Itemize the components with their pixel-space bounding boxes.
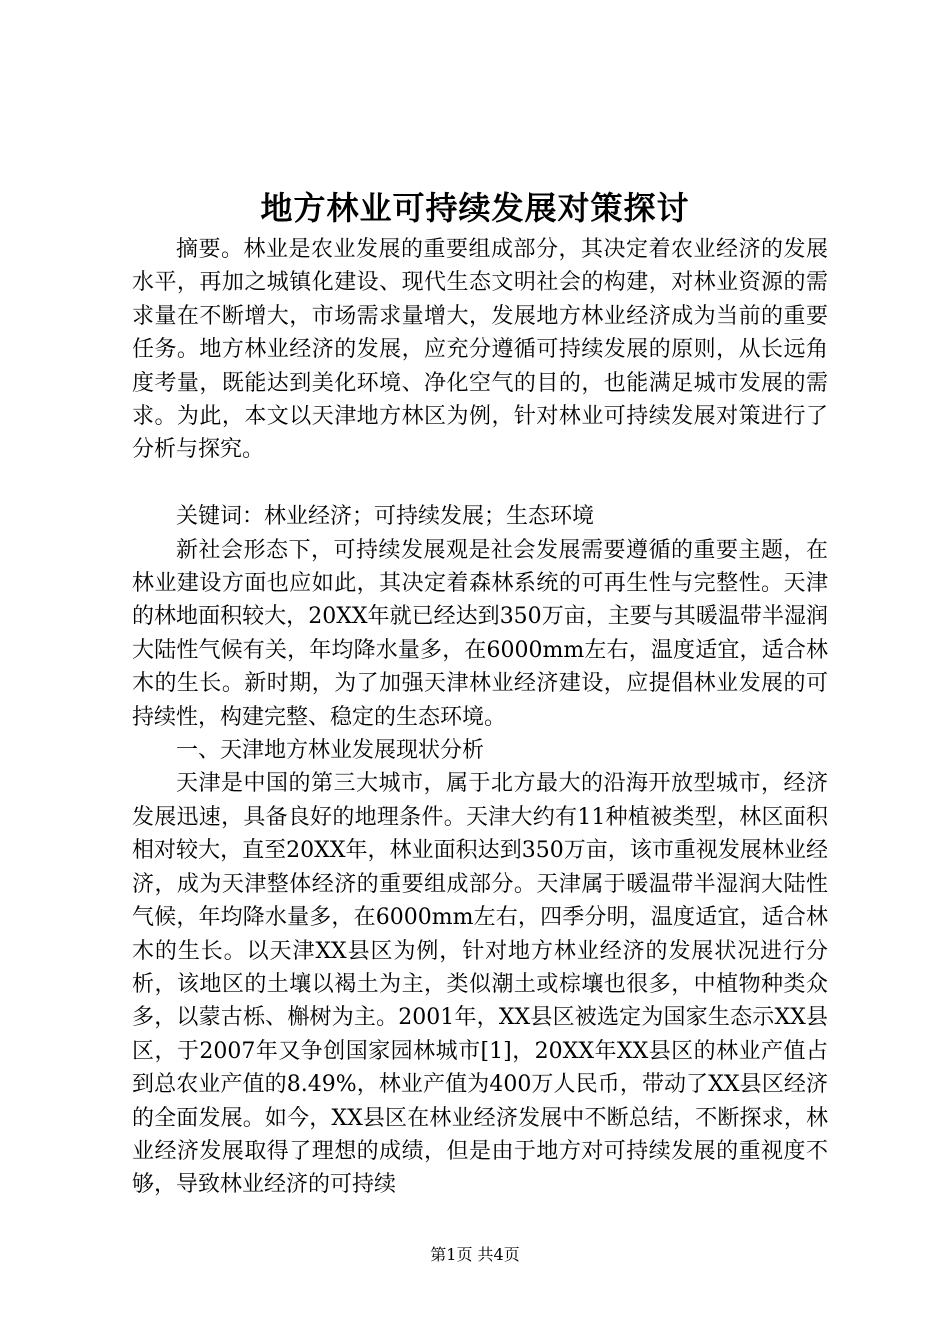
keywords-paragraph: 关键词：林业经济；可持续发展；生态环境 bbox=[176, 504, 595, 530]
document-title: 地方林业可持续发展对策探讨 bbox=[260, 189, 690, 227]
document-body bbox=[132, 233, 828, 1202]
abstract-paragraph: 摘要。林业是农业发展的重要组成部分，其决定着农业经济的发展水平，再加之城镇化建设、现代生态文明社会的构建，对林业资源的需求量在不断增大，市场需求量增大，发展地方林业经济成为当前的重要任务。地方林业经济的发展，应充分遵循可持续发展的原则，从长远角度考量，既能达到美化环境、净化空气的目的，也能满足城市发展的需求。为此，本文以天津地方林区为例，针对林业可持续发展对策进行了分析与探究。 bbox=[132, 237, 828, 463]
section-heading: 一、天津地方林业发展现状分析 bbox=[176, 738, 485, 764]
page-footer: 第1页 共4页 bbox=[430, 1245, 520, 1264]
intro-paragraph: 新社会形态下，可持续发展观是社会发展需要遵循的重要主题，在林业建设方面也应如此，其决定着森林系统的可再生性与完整性。天津的林地面积较大，20XX年就已经达到350万亩，主要与其暖温带半湿润大陆性气候有关，年均降水量多，在6000mm左右，温度适宜，适合林木的生长。新时期，为了加强天津林业经济建设，应提倡林业发展的可持续性，构建完整、稳定的生态环境。 bbox=[132, 537, 828, 730]
section-body-paragraph: 天津是中国的第三大城市，属于北方最大的沿海开放型城市，经济发展迅速，具备良好的地理条件。天津大约有11种植被类型，林区面积相对较大，直至20XX年，林业面积达到350万亩，该市重视发展林业经济，成为天津整体经济的重要组成部分。天津属于暖温带半湿润大陆性气候，年均降水量多，在6000mm左右，四季分明，温度适宜，适合林木的生长。以天津XX县区为例，针对地方林业经济的发展状况进行分析，该地区的土壤以褐土为主，类似潮土或棕壤也很多，中植物种类众多，以蒙古栎、槲树为主。2001年，XX县区被选定为国家生态示XX县区，于2007年又争创国家园林城市[1]，20XX年XX县区的林业产值占到总农业产值的8.49%，林业产值为400万人民币，带动了XX县区经济的全面发展。如今，XX县区在林业经济发展中不断总结，不断探求，林业经济发展取得了理想的成绩，但是由于地方对可持续发展的重视度不够，导致林业经济的可持续 bbox=[132, 771, 828, 1198]
paragraph-gap bbox=[132, 467, 828, 500]
